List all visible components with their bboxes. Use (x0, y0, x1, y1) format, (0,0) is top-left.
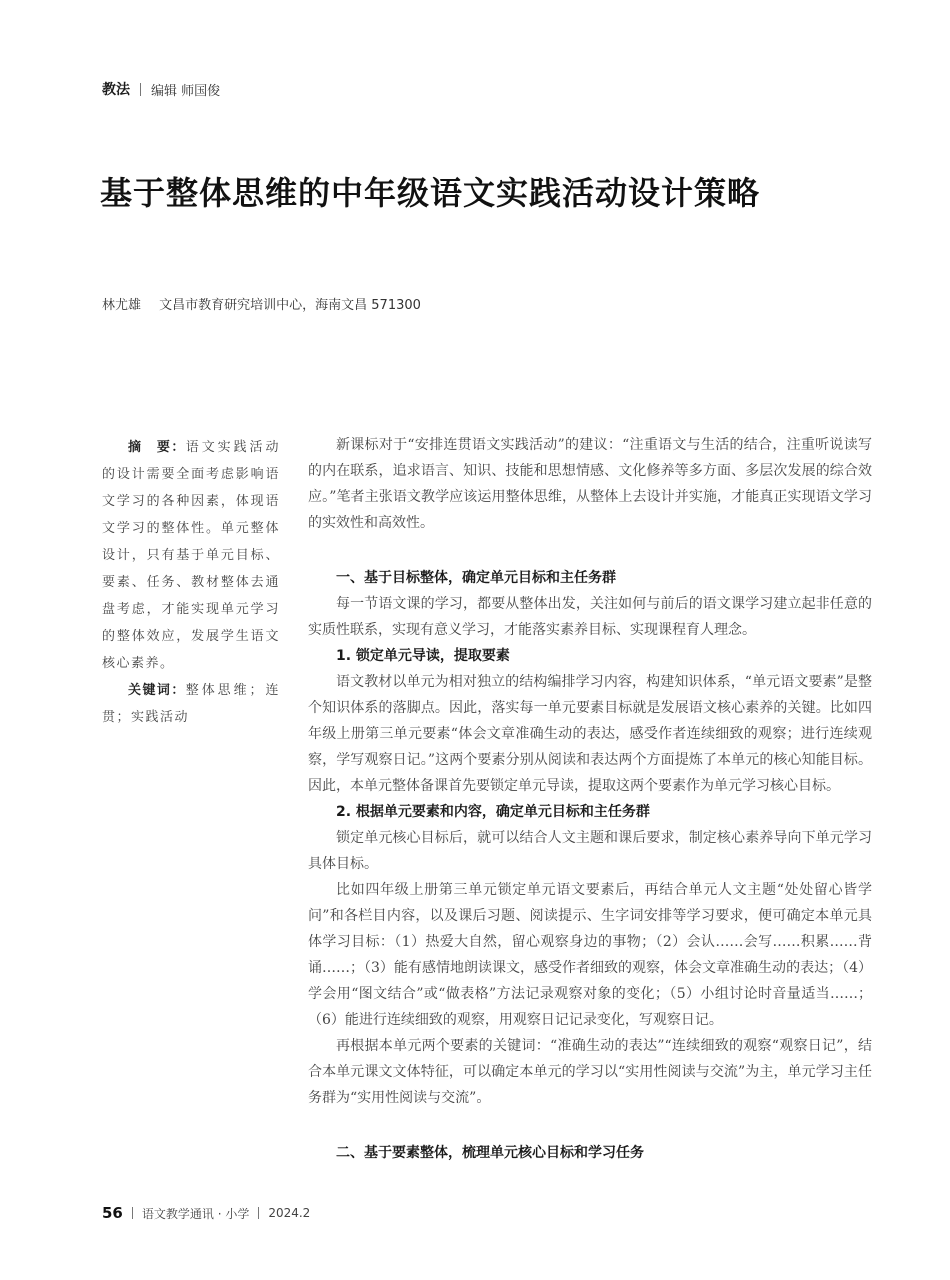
article-title: 基于整体思维的中年级语文实践活动设计策略 (100, 174, 761, 212)
subsection-1-paragraph: 语文教材以单元为相对独立的结构编排学习内容，构建知识体系，“单元语文要素”是整个知识体系的落脚点。因此，落实每一单元要素目标就是发展语文核心素养的关键。比如四年级上册第三单元要素“体会文章准确生动的表达，感受作者连续细致的观察；进行连续观察，学写观察日记。”这两个要素分别从阅读和表达两个方面提炼了本单元的核心知能目标。因此，本单元整体备课首先要锁定单元导读，提取这两个要素作为单元学习核心目标。 (308, 674, 872, 794)
abstract-sidebar (102, 434, 280, 731)
issue-number: 2024.2 (268, 1206, 311, 1220)
page-number: 56 (102, 1204, 123, 1222)
keywords-text: 整体思维；连贯；实践活动 (102, 683, 280, 725)
subsection-1-heading: 1. 锁定单元导读，提取要素 (336, 648, 510, 664)
author-affiliation: 文昌市教育研究培训中心，海南文昌 571300 (159, 298, 421, 313)
subsection-2-paragraph-1: 锁定单元核心目标后，就可以结合人文主题和课后要求，制定核心素养导向下单元学习具体目标。 (308, 830, 872, 872)
footer-divider (258, 1207, 259, 1219)
intro-paragraph: 新课标对于“安排连贯语文实践活动”的建议：“注重语文与生活的结合，注重听说读写的内在联系，追求语言、知识、技能和思想情感、文化修养等多方面、多层次发展的综合效应。”笔者主张语文教学应该运用整体思维，从整体上去设计并实施，才能真正实现语文学习的实效性和高效性。 (308, 437, 872, 531)
subsection-2-heading: 2. 根据单元要素和内容，确定单元目标和主任务群 (336, 804, 650, 820)
subsection-2-paragraph-3: 再根据本单元两个要素的关键词：“准确生动的表达”“连续细致的观察“观察日记”，结合本单元课文文体特征，可以确定本单元的学习以“实用性阅读与交流”为主，单元学习主任务群为“实用性阅读与交流”。 (308, 1038, 872, 1106)
article-body (308, 432, 872, 1166)
keywords-label: 关键词： (128, 683, 186, 698)
abstract-label: 摘 要： (128, 440, 186, 455)
editor-credit: 编辑 师国俊 (151, 83, 221, 99)
header-divider (140, 83, 141, 96)
section-2-heading: 二、基于要素整体，梳理单元核心目标和学习任务 (336, 1145, 644, 1161)
footer-divider (132, 1207, 133, 1219)
section-label: 教法 (102, 82, 130, 98)
author-line (102, 294, 421, 313)
running-footer (102, 1204, 310, 1222)
section-1-heading: 一、基于目标整体，确定单元目标和主任务群 (336, 570, 616, 586)
running-header (102, 79, 220, 99)
section-1-paragraph: 每一节语文课的学习，都要从整体出发，关注如何与前后的语文课学习建立起非任意的实质性联系，实现有意义学习，才能落实素养目标、实现课程育人理念。 (308, 596, 872, 638)
author-name: 林尤雄 (102, 298, 142, 313)
keywords-paragraph (102, 677, 280, 731)
abstract-paragraph (102, 434, 280, 677)
subsection-2-paragraph-2: 比如四年级上册第三单元锁定单元语文要素后，再结合单元人文主题“处处留心皆学问”和各栏目内容，以及课后习题、阅读提示、生字词安排等学习要求，便可确定本单元具体学习目标：（1）热爱大自然，留心观察身边的事物；（2）会认……会写……积累……背诵……；（3）能有感情地朗读课文，感受作者细致的观察，体会文章准确生动的表达；（4）学会用“图文结合”或“做表格”方法记录观察对象的变化；（5）小组讨论时音量适当……；（6）能进行连续细致的观察，用观察日记记录变化，写观察日记。 (308, 882, 872, 1028)
journal-name: 语文教学通讯 · 小学 (141, 1206, 250, 1221)
abstract-text: 语文实践活动的设计需要全面考虑影响语文学习的各种因素，体现语文学习的整体性。单元整体设计，只有基于单元目标、要素、任务、教材整体去通盘考虑，才能实现单元学习的整体效应，发展学生语文核心素养。 (102, 440, 280, 671)
